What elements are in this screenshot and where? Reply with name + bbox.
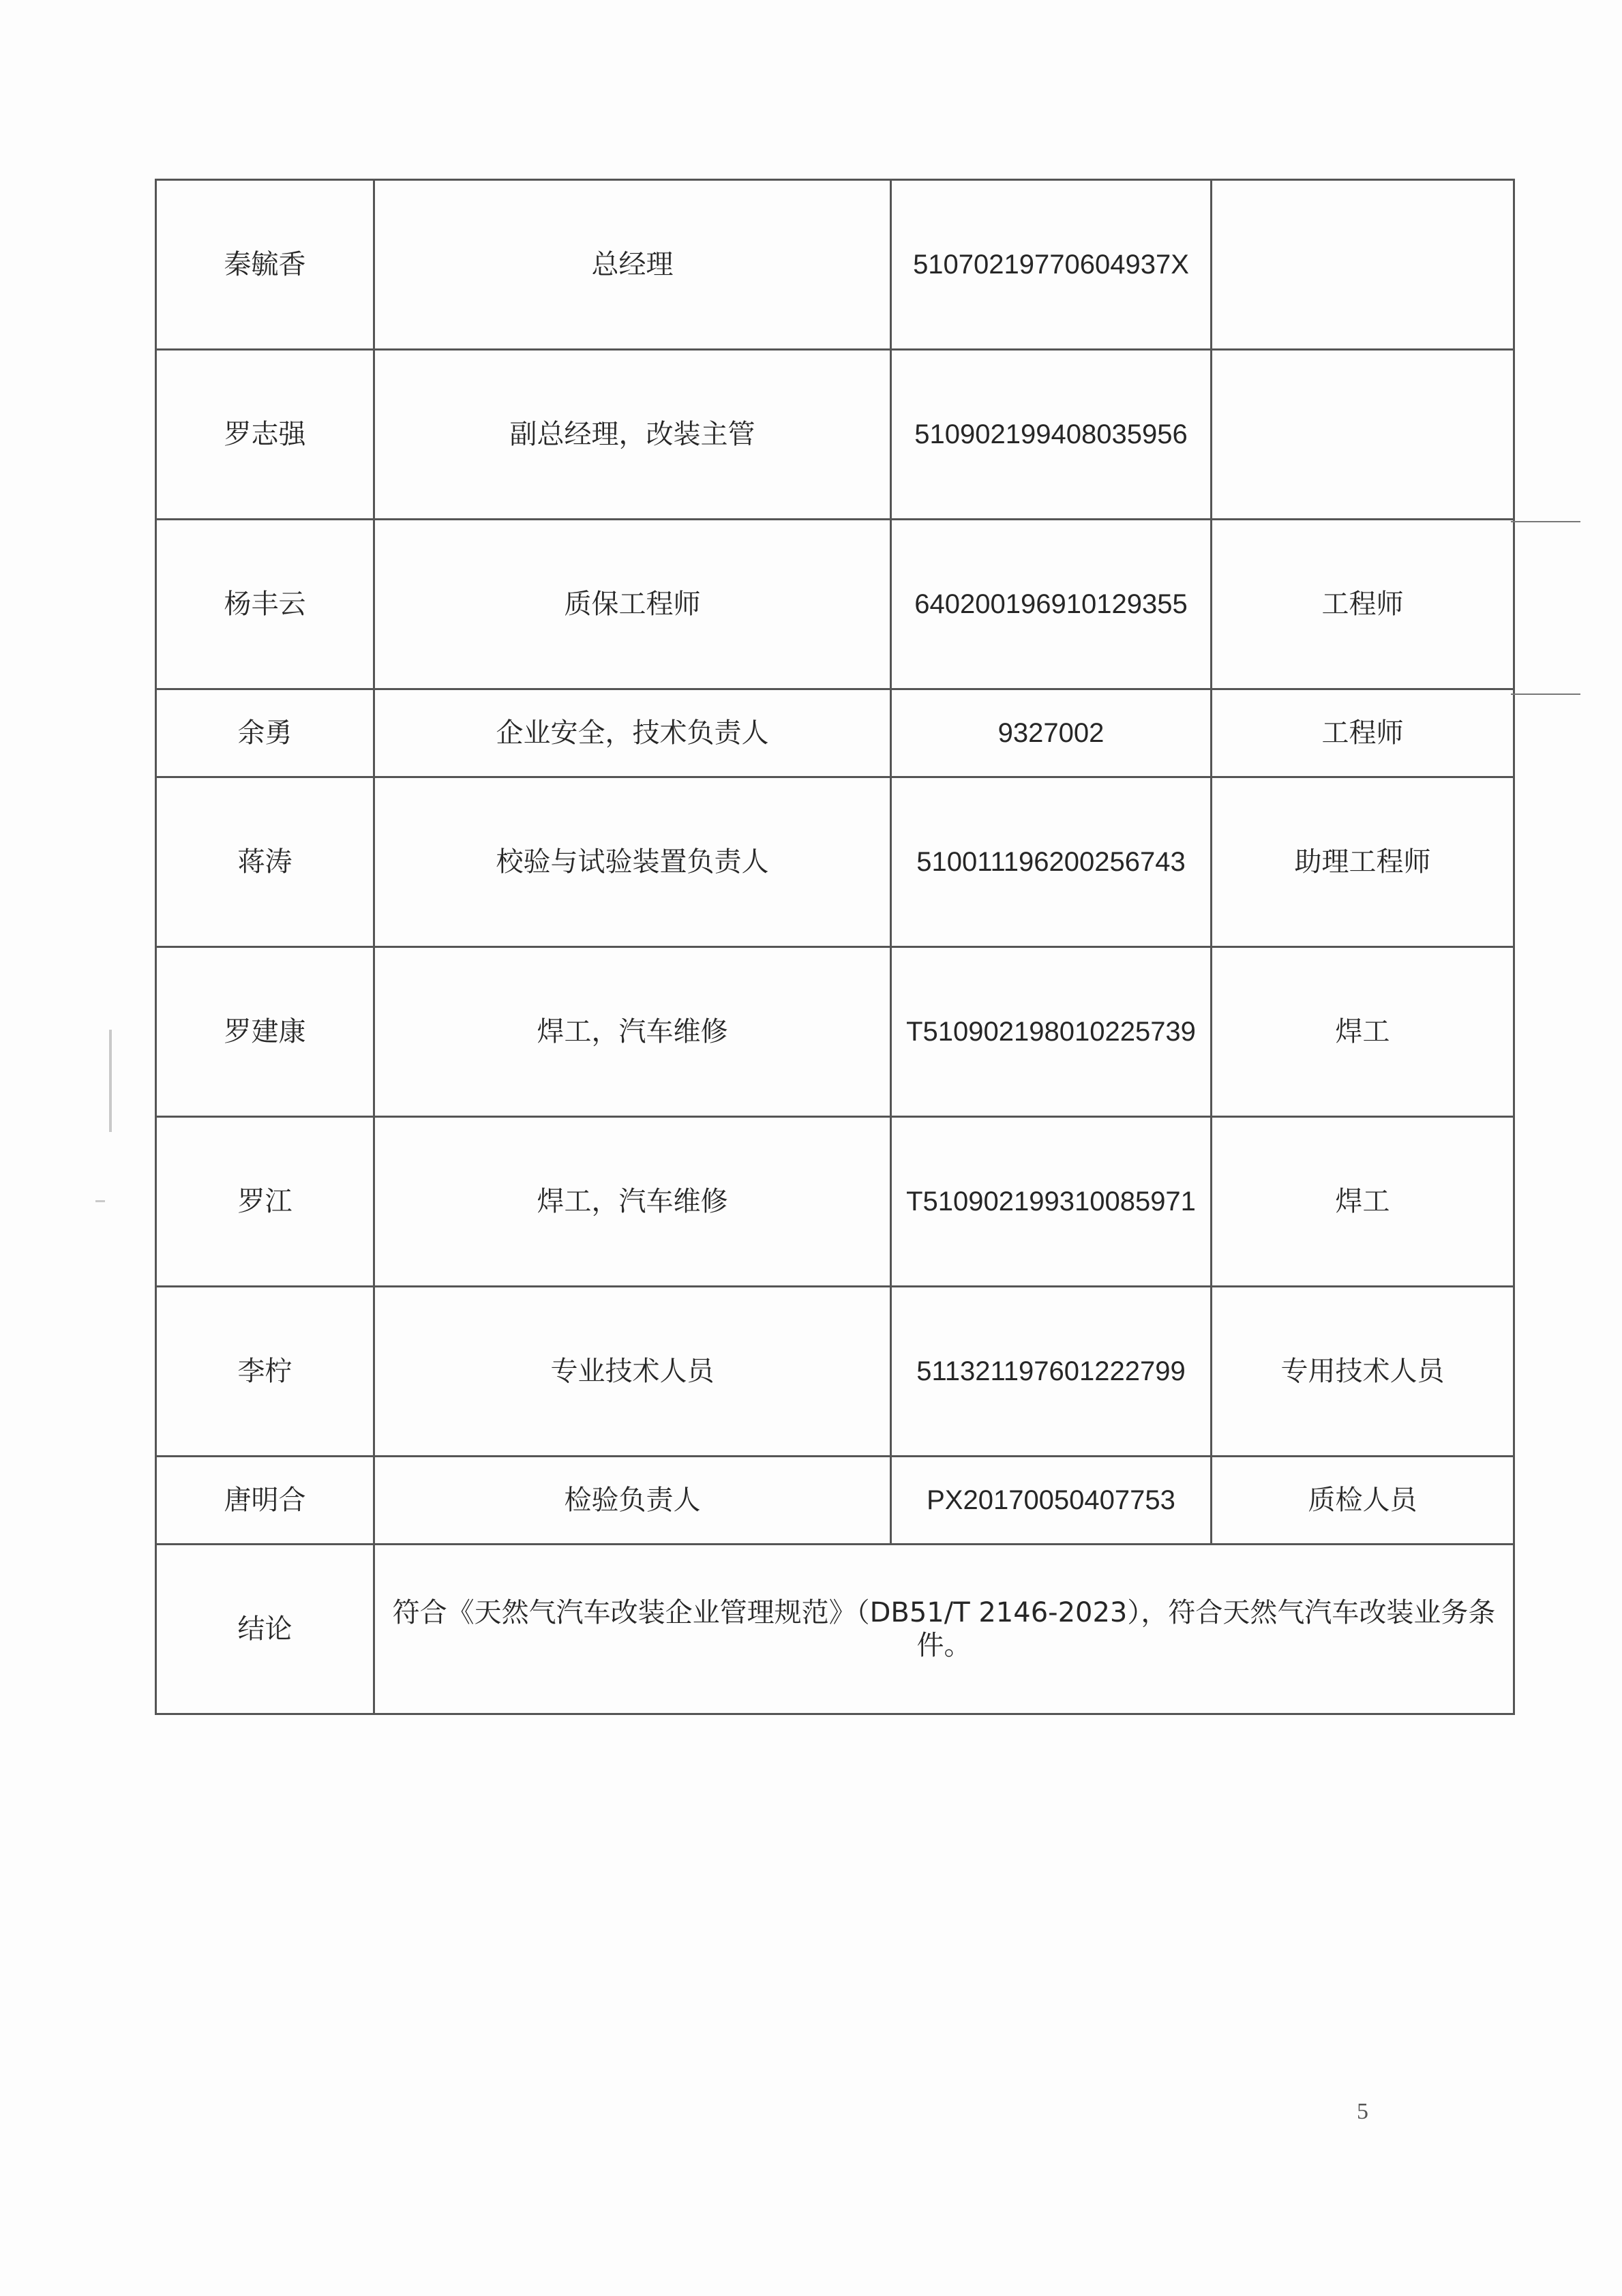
table-row bbox=[156, 777, 1514, 947]
stray-border-line bbox=[1511, 521, 1580, 522]
name-cell: 余勇 bbox=[156, 689, 374, 777]
title-cell bbox=[1212, 180, 1514, 350]
table-row bbox=[156, 1117, 1514, 1287]
position-cell: 焊工，汽车维修 bbox=[374, 1117, 891, 1287]
name-cell: 罗建康 bbox=[156, 947, 374, 1117]
position-cell: 企业安全，技术负责人 bbox=[374, 689, 891, 777]
table-row bbox=[156, 350, 1514, 520]
table-row bbox=[156, 689, 1514, 777]
id-number-cell: 510902199408035956 bbox=[891, 350, 1212, 520]
title-cell bbox=[1212, 350, 1514, 520]
title-cell: 工程师 bbox=[1212, 689, 1514, 777]
title-cell: 工程师 bbox=[1212, 520, 1514, 689]
title-cell: 焊工 bbox=[1212, 947, 1514, 1117]
position-cell: 检验负责人 bbox=[374, 1457, 891, 1545]
id-number-cell: 51070219770604937X bbox=[891, 180, 1212, 350]
table-row bbox=[156, 180, 1514, 350]
name-cell: 唐明合 bbox=[156, 1457, 374, 1545]
position-cell: 焊工，汽车维修 bbox=[374, 947, 891, 1117]
staff-table bbox=[155, 179, 1515, 1715]
name-cell: 秦毓香 bbox=[156, 180, 374, 350]
stray-border-line bbox=[1511, 694, 1580, 695]
name-cell: 李柠 bbox=[156, 1287, 374, 1457]
name-cell: 罗江 bbox=[156, 1117, 374, 1287]
position-cell: 质保工程师 bbox=[374, 520, 891, 689]
title-cell: 质检人员 bbox=[1212, 1457, 1514, 1545]
name-cell: 罗志强 bbox=[156, 350, 374, 520]
table-row bbox=[156, 520, 1514, 689]
id-number-cell: 640200196910129355 bbox=[891, 520, 1212, 689]
id-number-cell: T510902199310085971 bbox=[891, 1117, 1212, 1287]
table-row bbox=[156, 1457, 1514, 1545]
scan-mark bbox=[95, 1200, 105, 1202]
table-row bbox=[156, 1287, 1514, 1457]
position-cell: 总经理 bbox=[374, 180, 891, 350]
name-cell: 杨丰云 bbox=[156, 520, 374, 689]
scan-mark bbox=[109, 1030, 112, 1132]
id-number-cell: 511321197601222799 bbox=[891, 1287, 1212, 1457]
id-number-cell: PX20170050407753 bbox=[891, 1457, 1212, 1545]
position-cell: 副总经理，改装主管 bbox=[374, 350, 891, 520]
position-cell: 校验与试验装置负责人 bbox=[374, 777, 891, 947]
name-cell: 蒋涛 bbox=[156, 777, 374, 947]
conclusion-text: 符合《天然气汽车改装企业管理规范》（DB51/T 2146-2023），符合天然气汽车改装业务条件。 bbox=[374, 1545, 1514, 1714]
title-cell: 专用技术人员 bbox=[1212, 1287, 1514, 1457]
conclusion-row bbox=[156, 1545, 1514, 1714]
position-cell: 专业技术人员 bbox=[374, 1287, 891, 1457]
title-cell: 焊工 bbox=[1212, 1117, 1514, 1287]
page-number: 5 bbox=[1357, 2099, 1368, 2124]
id-number-cell: T510902198010225739 bbox=[891, 947, 1212, 1117]
title-cell: 助理工程师 bbox=[1212, 777, 1514, 947]
id-number-cell: 9327002 bbox=[891, 689, 1212, 777]
id-number-cell: 510011196200256743 bbox=[891, 777, 1212, 947]
conclusion-label: 结论 bbox=[156, 1545, 374, 1714]
table-row bbox=[156, 947, 1514, 1117]
